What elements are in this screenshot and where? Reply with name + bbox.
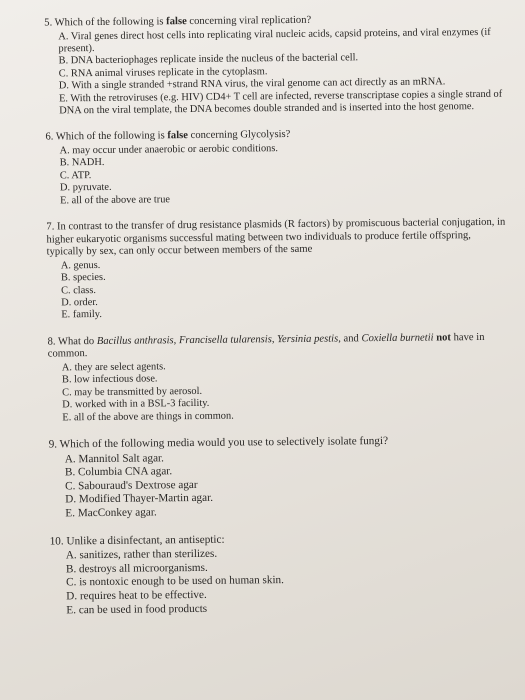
answer-option: E. can be used in food products — [66, 602, 208, 616]
answer-option: C. Sabouraud's Dextrose agar — [65, 478, 198, 493]
question-stem: 9. Which of the following media would you use to selectively isolate fungi? — [48, 435, 389, 451]
answer-option: A. sanitizes, rather than sterilizes. — [65, 548, 218, 562]
answer-options — [48, 358, 508, 425]
question-8 — [48, 332, 508, 425]
question-stem: 10. Unlike a disinfectant, an antiseptic: — [49, 533, 225, 548]
answer-option: B. low infectious dose. — [61, 373, 158, 386]
answer-options — [50, 545, 510, 618]
answer-option: A. Viral genes direct host cells into replicating viral nucleic acids, capsid proteins, and viral enzymes (if present). — [58, 26, 491, 55]
answer-option: D. requires heat to be effective. — [66, 588, 207, 603]
stem-suffix: have in common. — [47, 331, 485, 360]
answer-option: D. order. — [61, 297, 98, 309]
answer-option: C. class. — [60, 284, 97, 297]
answer-option: B. species. — [60, 272, 106, 284]
question-10 — [50, 530, 510, 617]
answer-option: E. all of the above are true — [60, 193, 171, 207]
question-9 — [49, 434, 509, 521]
answer-option: E. MacConkey agar. — [65, 506, 157, 520]
answer-options — [44, 26, 504, 118]
answer-option: D. With a single stranded +strand RNA virus, the viral genome can act directly as an mRNA. — [58, 76, 446, 92]
question-7 — [46, 217, 506, 323]
question-stem: 5. Which of the following is false concerning viral replication? — [44, 14, 312, 29]
question-stem: 6. Which of the following is false concerning Glycolysis? — [45, 129, 291, 143]
species-name: Coxiella burnetii — [361, 332, 434, 345]
answer-option: A. may occur under anaerobic or aerobic conditions. — [59, 143, 279, 157]
question-6 — [45, 127, 505, 207]
species-names: Bacillus anthrasis, Francisella tularensis, Yersinia pestis, — [96, 333, 341, 347]
question-stem — [48, 332, 507, 362]
answer-option: C. is nontoxic enough to be used on human skin. — [66, 574, 285, 589]
answer-option: B. destroys all microorganisms. — [65, 561, 208, 576]
answer-option: D. worked with in a BSL-3 facility. — [62, 398, 210, 411]
answer-option: E. family. — [61, 309, 102, 321]
answer-option: B. DNA bacteriophages replicate inside the nucleus of the bacterial cell. — [58, 52, 359, 67]
answer-options — [46, 141, 506, 208]
answer-options — [49, 448, 509, 521]
answer-option: A. they are select agents. — [61, 361, 166, 374]
answer-option: A. Mannitol Salt agar. — [64, 451, 164, 466]
stem-and: and — [340, 333, 362, 345]
answer-options — [47, 256, 507, 323]
stem-not: not — [433, 332, 451, 344]
answer-option: E. all of the above are things in common. — [62, 410, 234, 424]
answer-option: D. Modified Thayer-Martin agar. — [65, 492, 214, 506]
question-5 — [44, 13, 504, 118]
answer-option: B. NADH. — [59, 157, 105, 169]
answer-option: E. With the retroviruses (e.g. HIV) CD4+ T cell are infected, reverse transcriptase copies a single strand of DNA on the viral template, the DNA becomes double stranded and is inserted into the host genome. — [58, 88, 503, 117]
answer-option: C. ATP. — [59, 169, 92, 182]
answer-option: C. may be transmitted by aerosol. — [62, 385, 203, 399]
question-stem: 7. In contrast to the transfer of drug resistance plasmids (R factors) by promiscuous bacterial conjugation, in higher eukaryotic organisms successful mating between two individuals to produce fertile offspring, typically by sex, can only occur between members of the same — [46, 216, 506, 258]
answer-option: D. pyruvate. — [59, 182, 112, 194]
answer-option: C. RNA animal viruses replicate in the cytoplasm. — [58, 66, 268, 80]
stem-prefix: 8. What do — [47, 335, 97, 348]
answer-option: A. genus. — [60, 259, 101, 272]
answer-option: B. Columbia CNA agar. — [64, 465, 173, 479]
